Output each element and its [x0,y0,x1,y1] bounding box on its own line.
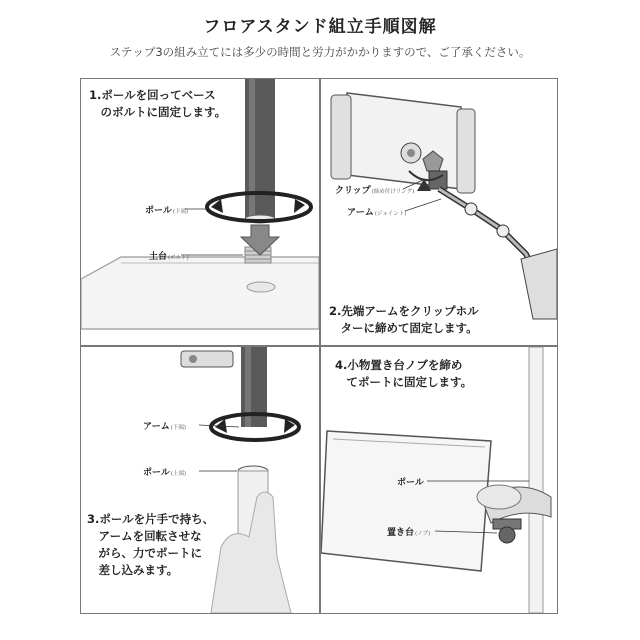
step-1-instruction: 1.ポールを回ってベース のボルトに固定します。 [89,88,227,119]
label-base-bolt: 土台(ボルト) [149,252,189,262]
label-pole-bottom: ポール(下端) [145,206,189,216]
step-3-panel [81,347,319,613]
step-3-leader-lines [81,347,319,613]
step-2-instruction: 2.先端アームをクリップホル ターに締めて固定します。 [329,304,479,335]
label-pole-top: ポール(上端) [143,468,187,478]
label-arm-joint: アーム(ジョイント) [347,208,407,218]
step-2-panel [321,79,557,345]
page-title: フロアスタンド組立手順図解 [203,17,437,37]
page-subtitle: ステップ3の組み立てには多少の時間と労力がかかりますので、ご了承ください。 [109,45,531,59]
label-tray-knob: 置き台(ノブ) [387,528,431,538]
step-2-leader-lines [321,79,557,345]
step-3-instruction: 3.ポールを片手で持ち、 アームを回転させな がら、力でポートに 差し込みます。 [87,512,215,577]
label-clip: クリップ(締め付けリング) [335,186,415,196]
step-1-leader-lines [81,79,319,345]
step-1-panel [81,79,319,345]
step-4-panel [321,347,557,613]
label-arm-bottom: アーム(下端) [143,422,187,432]
step-4-instruction: 4.小物置き台ノブを締め てポートに固定します。 [335,358,473,389]
label-pole: ポール [397,478,424,488]
step-4-leader-lines [321,347,557,613]
